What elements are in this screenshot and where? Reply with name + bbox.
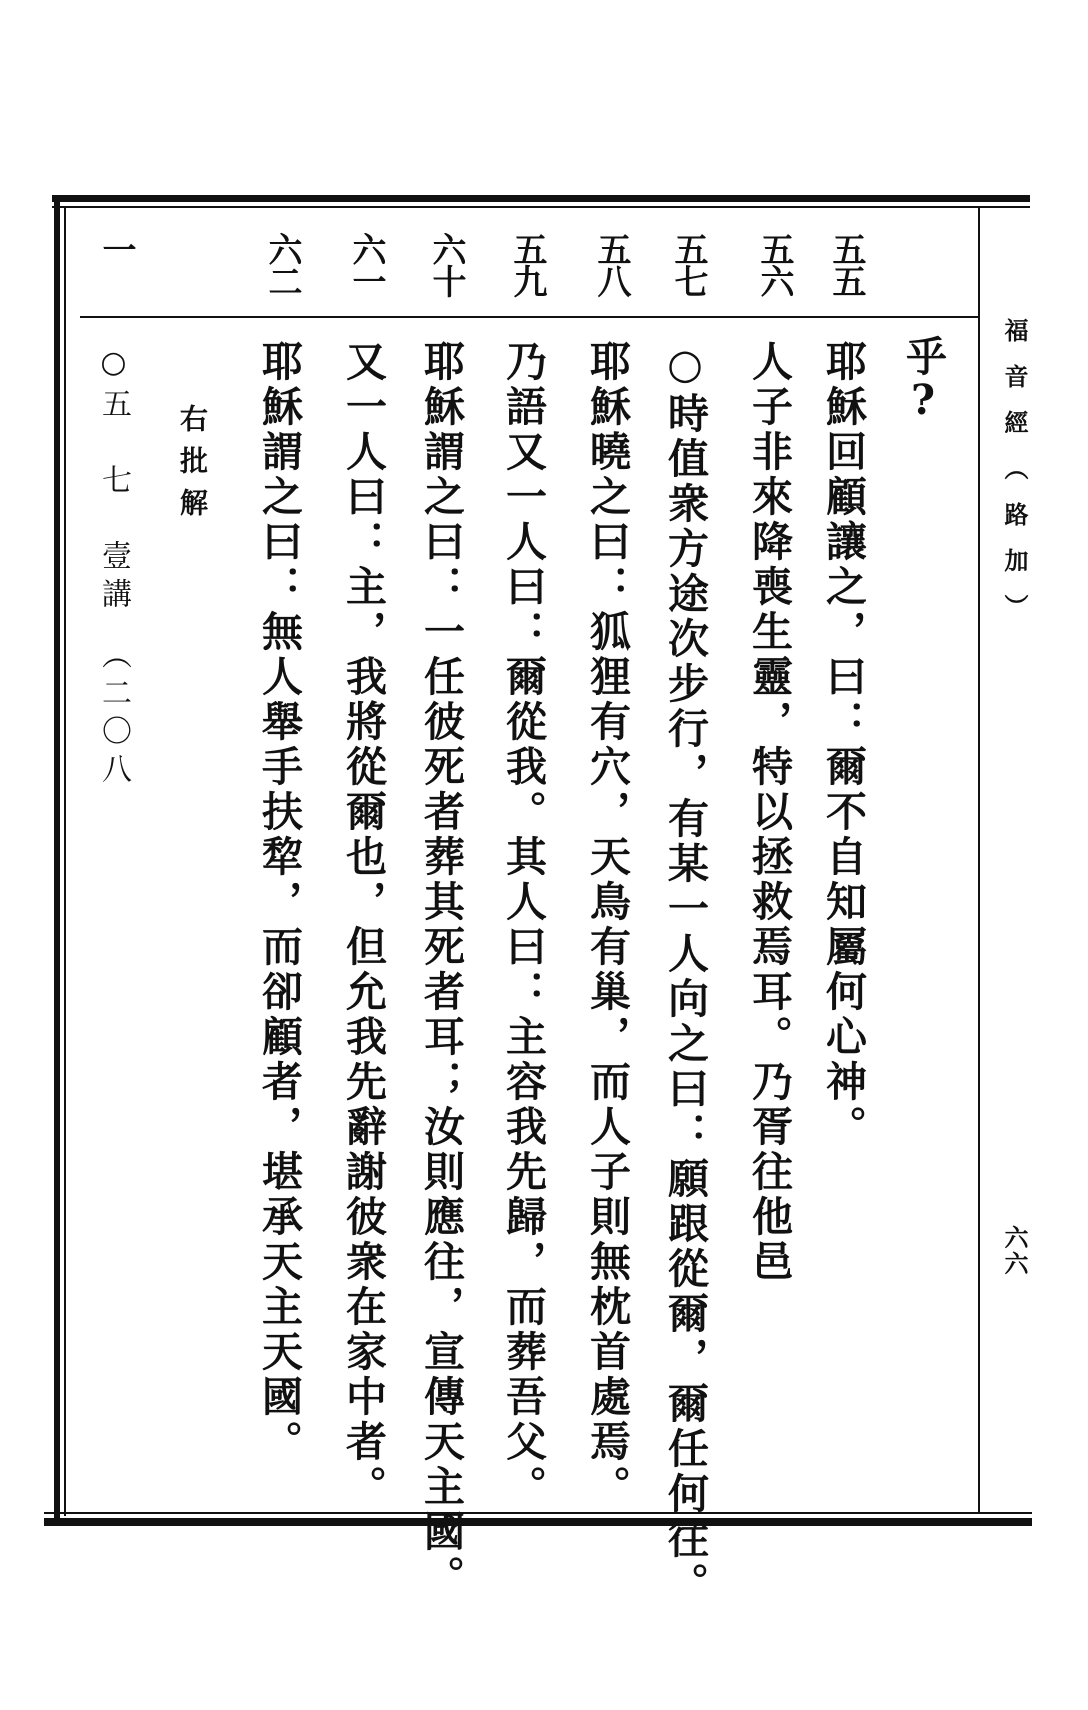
verse-text: 耶穌回顧讓之，曰：爾不自知屬何心神。 bbox=[819, 340, 867, 1150]
left-border-thin bbox=[64, 206, 66, 1516]
page-number: 六六 bbox=[1000, 1225, 1029, 1277]
previous-verse-end: 乎? bbox=[899, 335, 947, 424]
top-border-thick bbox=[52, 195, 1030, 202]
bottom-border-thick bbox=[44, 1518, 1032, 1526]
verse-number: 五九 bbox=[507, 232, 547, 296]
verse-text: 人子非來降喪生靈，特以拯救焉耳。乃胥往他邑 bbox=[745, 340, 793, 1285]
verse-number-divider bbox=[80, 316, 978, 318]
book-title: 福音經（路加） bbox=[1000, 318, 1029, 640]
verse-number: 五六 bbox=[754, 232, 794, 296]
verse-text: 乃語又一人曰：爾從我。其人曰：主容我先歸，而葬吾父。 bbox=[499, 340, 547, 1510]
verse-text: 又一人曰：主，我將從爾也，但允我先辭謝彼衆在家中者。 bbox=[339, 340, 387, 1510]
verse-number: 五八 bbox=[591, 232, 631, 296]
left-border-thick bbox=[54, 195, 60, 1525]
bottom-border-thin bbox=[44, 1512, 1032, 1514]
verse-number: 五五 bbox=[826, 232, 866, 296]
verse-text: 耶穌謂之曰：一任彼死者葬其死者耳；汝則應往，宣傳天主國。 bbox=[417, 340, 465, 1600]
margin-divider bbox=[978, 206, 980, 1512]
verse-text: 耶穌謂之曰：無人舉手扶犂，而卻顧者，堪承天主天國。 bbox=[255, 340, 303, 1465]
verse-number: 六二 bbox=[262, 232, 302, 296]
verse-text: ○時值衆方途次步行，有某一人向之曰：願跟從爾，爾任何往。 bbox=[661, 340, 709, 1607]
note-marker: 一 bbox=[96, 232, 136, 264]
verse-number: 六十 bbox=[426, 232, 466, 296]
top-border-thin bbox=[52, 206, 1030, 208]
verse-number: 六一 bbox=[346, 232, 386, 296]
verse-number: 五七 bbox=[668, 232, 708, 296]
commentary-reference: ○五 七 壹講 （二〇八 bbox=[96, 345, 131, 791]
verse-text: 耶穌曉之曰：狐狸有穴，天鳥有巢，而人子則無枕首處焉。 bbox=[583, 340, 631, 1510]
commentary-heading: 右批解 bbox=[176, 404, 209, 530]
